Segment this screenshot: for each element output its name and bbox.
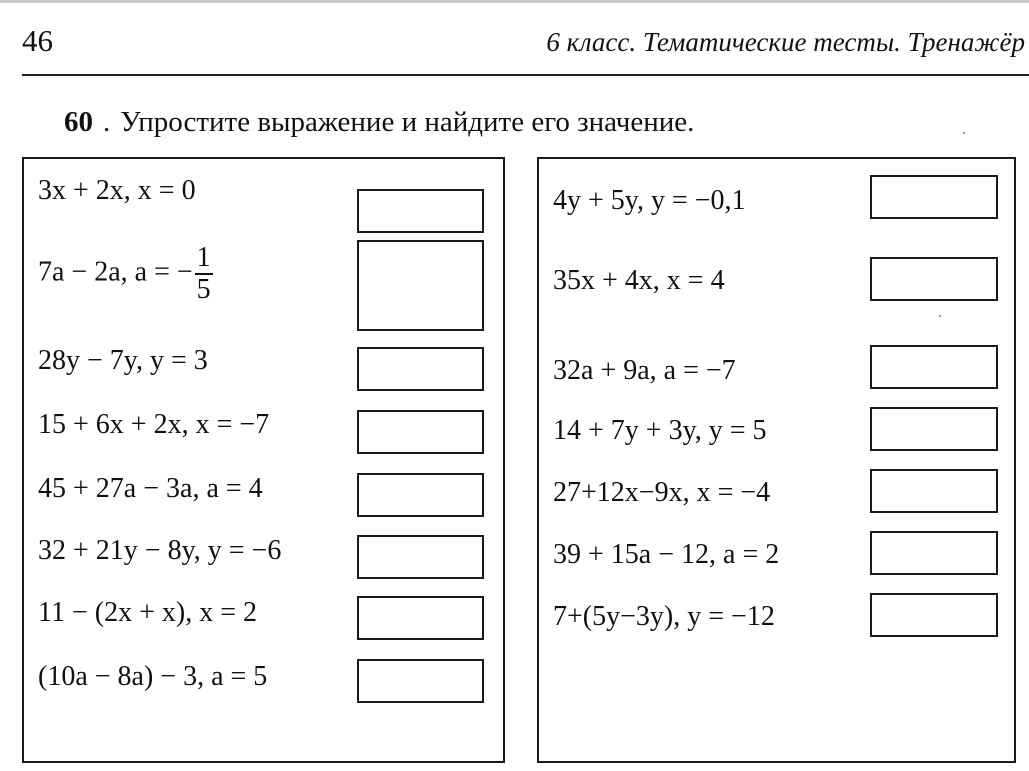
top-edge-rule (0, 0, 1029, 3)
answer-box[interactable] (870, 407, 998, 451)
running-header: 6 класс. Тематические тесты. Тренажёр (546, 27, 1025, 57)
right-exercise-panel (537, 157, 1016, 763)
answer-box[interactable] (357, 240, 484, 331)
scan-speck (939, 315, 941, 317)
expression: 14 + 7y + 3y, y = 5 (553, 415, 767, 446)
expression: 3x + 2x, x = 0 (38, 175, 196, 206)
scan-speck (963, 132, 965, 134)
answer-box[interactable] (870, 175, 998, 219)
expression: 39 + 15a − 12, a = 2 (553, 539, 780, 570)
expression: (10a − 8a) − 3, a = 5 (38, 661, 268, 692)
answer-box[interactable] (357, 189, 484, 233)
expression: 45 + 27a − 3a, a = 4 (38, 473, 263, 504)
answer-box[interactable] (357, 596, 484, 640)
expression: 32a + 9a, a = −7 (553, 355, 736, 386)
answer-box[interactable] (870, 593, 998, 637)
fraction (195, 243, 213, 305)
fraction-numerator: 1 (196, 242, 211, 273)
task-instruction: Упростите выражение и найдите его значение. (120, 106, 695, 138)
answer-box[interactable] (357, 659, 484, 703)
expression: 27+12x−9x, x = −4 (553, 477, 771, 508)
header-rule (22, 74, 1029, 76)
expression: 7+(5y−3y), y = −12 (553, 601, 775, 632)
left-exercise-panel (22, 157, 505, 763)
expression: 4y + 5y, y = −0,1 (553, 185, 746, 216)
expression: 28y − 7y, y = 3 (38, 345, 208, 376)
answer-box[interactable] (357, 473, 484, 517)
expression: 15 + 6x + 2x, x = −7 (38, 409, 270, 440)
answer-box[interactable] (357, 347, 484, 391)
task-heading: 60 . Упростите выражение и найдите его значение. (64, 106, 695, 138)
page-number: 46 (22, 23, 53, 58)
expression: 11 − (2x + x), x = 2 (38, 597, 257, 628)
expression-with-fraction (38, 243, 213, 305)
answer-box[interactable] (870, 531, 998, 575)
answer-box[interactable] (357, 535, 484, 579)
answer-box[interactable] (357, 410, 484, 454)
answer-box[interactable] (870, 469, 998, 513)
fraction-denominator: 5 (196, 274, 211, 305)
expression: 7a − 2a, a = − (38, 256, 193, 288)
expression: 35x + 4x, x = 4 (553, 265, 725, 296)
answer-box[interactable] (870, 257, 998, 301)
answer-box[interactable] (870, 345, 998, 389)
expression: 32 + 21y − 8y, y = −6 (38, 535, 282, 566)
task-number: 60 (64, 106, 93, 138)
